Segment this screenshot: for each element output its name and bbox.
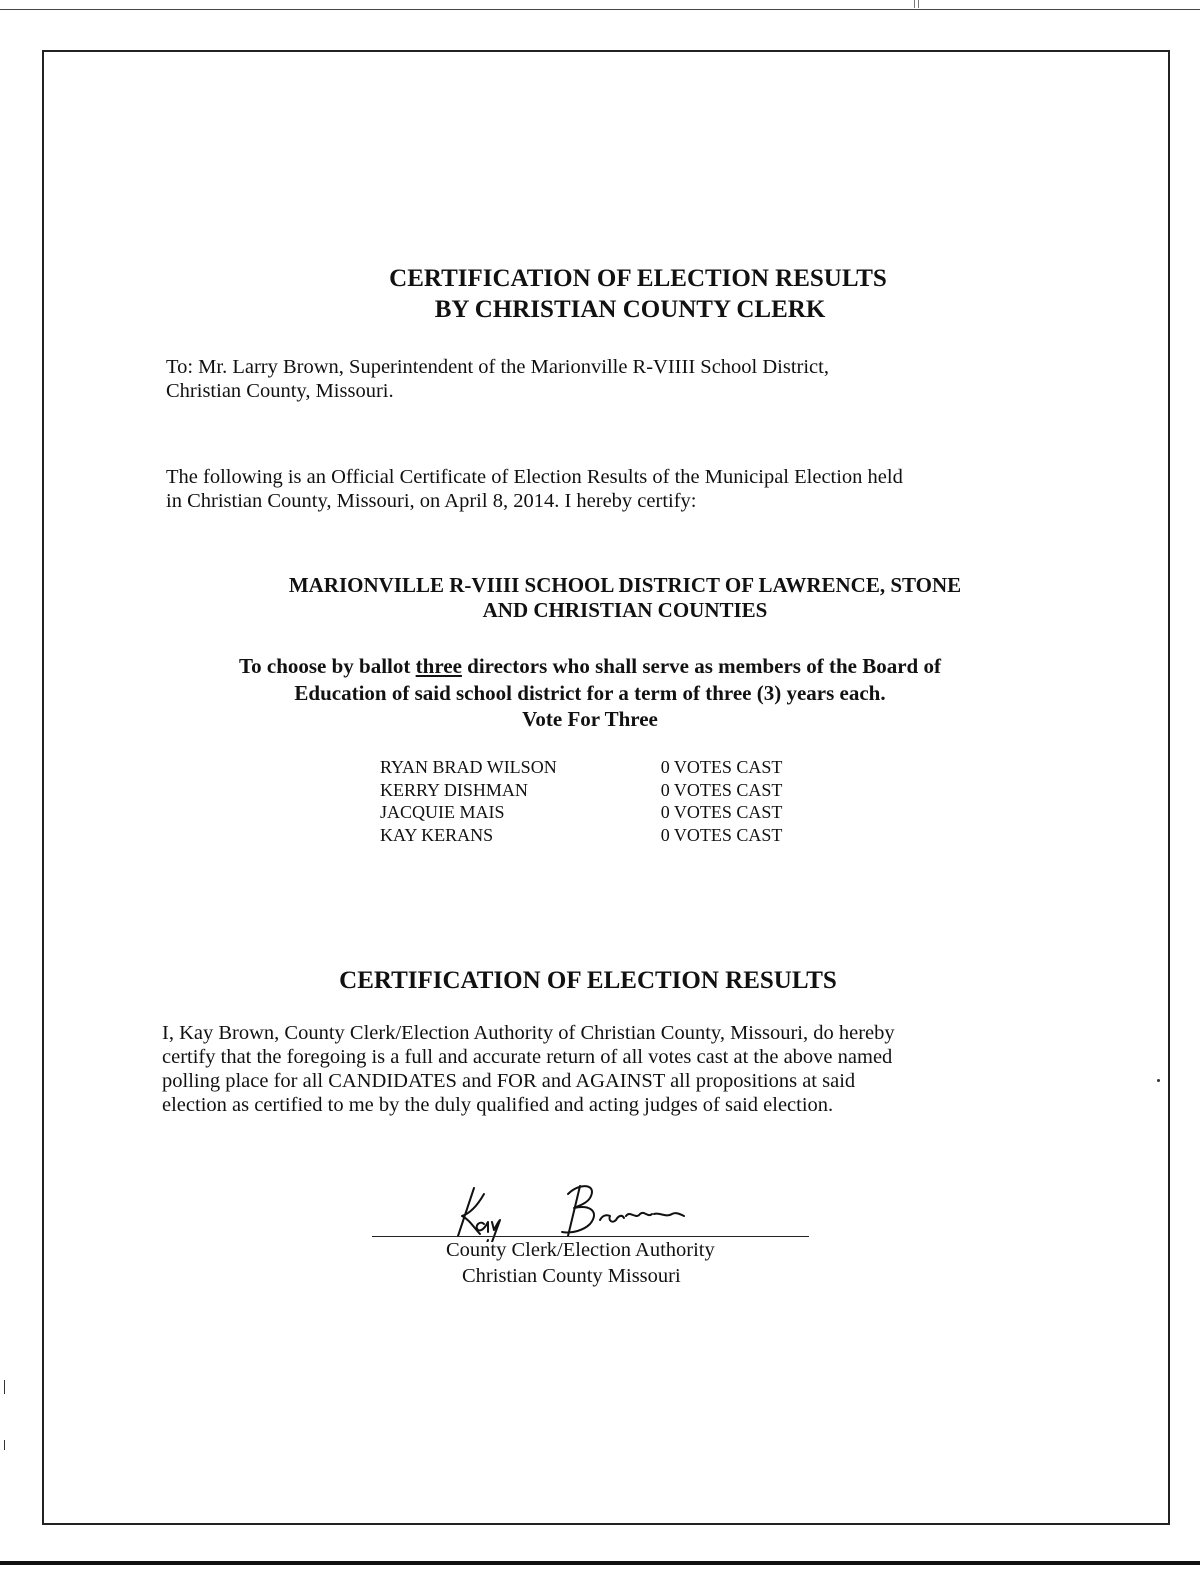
scan-artifact-dot bbox=[1157, 1079, 1160, 1082]
ballot-instruction bbox=[0, 653, 1180, 707]
result-row bbox=[380, 756, 820, 779]
candidate-votes: 0 VOTES CAST bbox=[660, 779, 783, 800]
top-scan-rule bbox=[0, 9, 1200, 10]
signer-title: County Clerk/Election Authority bbox=[446, 1239, 715, 1261]
certification-paragraph: I, Kay Brown, County Clerk/Election Authority of Christian County, Missouri, do hereby certify that the foregoing is a full and accurate return of all votes cast at the above named polling place for all CANDIDATES and FOR and AGAINST all propositions at said election as certified to me by the duly qualified and acting judges of said election. bbox=[162, 1022, 895, 1116]
result-row bbox=[380, 824, 820, 847]
bottom-scan-rule bbox=[0, 1561, 1200, 1565]
results-list bbox=[380, 756, 820, 846]
handwritten-signature bbox=[440, 1180, 710, 1242]
candidate-votes: 0 VOTES CAST bbox=[660, 802, 783, 822]
document-title: CERTIFICATION OF ELECTION RESULTS bbox=[389, 265, 887, 292]
candidate-name: KERRY DISHMAN bbox=[380, 779, 528, 800]
signer-county: Christian County Missouri bbox=[462, 1265, 681, 1287]
instruction-text-after: directors who shall serve as members of the Board of bbox=[461, 654, 941, 678]
instruction-underlined-word: three bbox=[415, 654, 462, 678]
scan-artifact-tick bbox=[4, 1440, 5, 1450]
result-row bbox=[380, 801, 820, 824]
candidate-name: JACQUIE MAIS bbox=[380, 802, 505, 822]
result-row bbox=[380, 779, 820, 802]
candidate-votes: 0 VOTES CAST bbox=[660, 824, 783, 845]
candidate-votes: 0 VOTES CAST bbox=[660, 757, 783, 777]
top-scan-mark bbox=[914, 0, 919, 8]
intro-paragraph: The following is an Official Certificate of Election Results of the Municipal Election held in Christian County, Missouri, on April 8, 2014. I hereby certify: bbox=[166, 466, 903, 512]
signature-line bbox=[372, 1236, 809, 1237]
candidate-name: KAY KERANS bbox=[380, 824, 494, 845]
addressee-paragraph: To: Mr. Larry Brown, Superintendent of the Marionville R-VIIII School District, Christian County, Missouri. bbox=[166, 356, 829, 402]
instruction-line-2: Education of said school district for a term of three (3) years each. bbox=[294, 681, 886, 705]
certification-title: CERTIFICATION OF ELECTION RESULTS bbox=[339, 967, 837, 994]
vote-for-label: Vote For Three bbox=[522, 707, 658, 731]
scan-artifact-tick bbox=[4, 1380, 5, 1394]
instruction-line-1 bbox=[0, 653, 1180, 680]
district-heading bbox=[0, 573, 1200, 623]
district-line-1: MARIONVILLE R-VIIII SCHOOL DISTRICT OF LAWRENCE, STONE bbox=[288, 573, 962, 597]
candidate-name: RYAN BRAD WILSON bbox=[380, 757, 557, 777]
instruction-text-before: To choose by ballot bbox=[239, 654, 416, 678]
district-line-2: AND CHRISTIAN COUNTIES bbox=[482, 598, 768, 622]
document-subtitle: BY CHRISTIAN COUNTY CLERK bbox=[434, 296, 826, 323]
